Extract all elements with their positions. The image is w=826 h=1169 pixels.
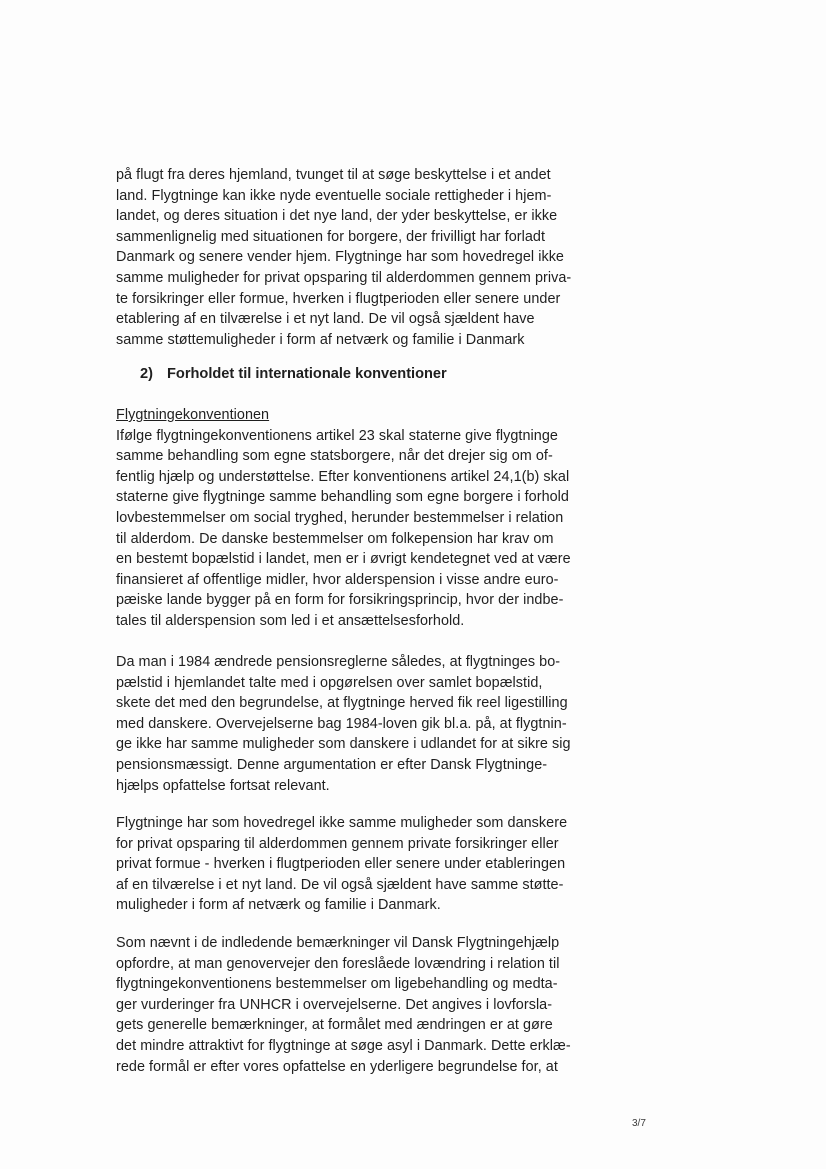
text-line: ge ikke har samme muligheder som danskere i udlandet for at sikre sig (116, 736, 571, 753)
text-line: en bestemt bopælstid i landet, men er i øvrigt kendetegnet ved at være (116, 551, 571, 568)
section-number: 2) (140, 366, 153, 382)
paragraph-1984 (116, 652, 596, 796)
text-line: muligheder i form af netværk og familie i Danmark. (116, 897, 441, 914)
text-line: samme behandling som egne statsborgere, når det drejer sig om of- (116, 448, 553, 465)
text-line: ger vurderinger fra UNHCR i overvejelserne. Det angives i lovforsla- (116, 996, 553, 1013)
text-line: Ifølge flygtningekonventionens artikel 23 skal staterne give flygtninge (116, 427, 558, 444)
text-line: gets generelle bemærkninger, at formålet med ændringen er at gøre (116, 1017, 553, 1034)
text-line: Som nævnt i de indledende bemærkninger vil Dansk Flygtningehjælp (116, 935, 560, 951)
section-heading (140, 366, 447, 382)
paragraph-intro (116, 165, 596, 350)
text-line: landet, og deres situation i det nye land, der yder beskyttelse, er ikke (116, 208, 558, 225)
text-line: pæiske lande bygger på en form for forsikringsprincip, hvor der indbe- (116, 592, 564, 609)
text-line: sammenlignelig med situationen for borgere, der frivilligt har forladt (116, 228, 546, 245)
text-line: fentlig hjælp og understøttelse. Efter konventionens artikel 24,1(b) skal (116, 468, 570, 485)
text-line: opfordre, at man genovervejer den foreslåede lovændring i relation til (116, 955, 560, 972)
text-line: for privat opsparing til alderdommen gennem private forsikringer eller (116, 835, 559, 852)
text-line: til alderdom. De danske bestemmelser om folkepension har krav om (116, 530, 554, 547)
text-line: samme støttemuligheder i form af netværk og familie i Danmark (116, 331, 525, 348)
text-line: lovbestemmelser om social tryghed, herunder bestemmelser i relation (116, 509, 564, 526)
text-line: rede formål er efter vores opfattelse en yderligere begrundelse for, at (116, 1058, 558, 1075)
text-line: finansieret af offentlige midler, hvor alderspension i visse andre euro- (116, 571, 559, 588)
text-line: skete det med den begrundelse, at flygtninge herved fik reel ligestilling (116, 695, 568, 712)
subheading: Flygtningekonventionen (116, 407, 270, 423)
text-line: flygtningekonventionens bestemmelser om ligebehandling og medta- (116, 976, 558, 993)
text-line: te forsikringer eller formue, hverken i flugtperioden eller senere under (116, 290, 561, 307)
text-line: Flygtninge har som hovedregel ikke samme muligheder som danskere (116, 815, 568, 831)
text-line: pensionsmæssigt. Denne argumentation er efter Dansk Flygtninge- (116, 756, 548, 773)
text-line: på flugt fra deres hjemland, tvunget til at søge beskyttelse i et andet (116, 167, 551, 183)
paragraph-convention (116, 405, 596, 632)
text-line: med danskere. Overvejelserne bag 1984-loven gik bl.a. på, at flygtnin- (116, 715, 567, 732)
text-line: land. Flygtninge kan ikke nyde eventuelle sociale rettigheder i hjem- (116, 187, 552, 204)
paragraph-remarks (116, 933, 596, 1077)
text-line: privat formue - hverken i flugtperioden eller senere under etableringen (116, 856, 566, 873)
text-line: staterne give flygtninge samme behandling som egne borgere i forhold (116, 489, 569, 506)
text-line: tales til alderspension som led i et ansættelsesforhold. (116, 612, 465, 629)
paragraph-savings (116, 813, 596, 916)
text-line: etablering af en tilværelse i et nyt land. De vil også sjældent have (116, 311, 535, 328)
text-line: samme muligheder for privat opsparing til alderdommen gennem priva- (116, 269, 572, 286)
text-line: af en tilværelse i et nyt land. De vil også sjældent have samme støtte- (116, 876, 564, 893)
section-title: Forholdet til internationale konventioner (167, 366, 447, 382)
page-number: 3/7 (632, 1118, 646, 1129)
text-line: det mindre attraktivt for flygtninge at søge asyl i Danmark. Dette erklæ- (116, 1037, 571, 1054)
text-line: pælstid i hjemlandet talte med i opgørelsen over samlet bopælstid, (116, 674, 543, 691)
text-line: Danmark og senere vender hjem. Flygtninge har som hovedregel ikke (116, 249, 564, 266)
text-line: hjælps opfattelse fortsat relevant. (116, 777, 330, 794)
text-line: Da man i 1984 ændrede pensionsreglerne således, at flygtninges bo- (116, 654, 561, 670)
